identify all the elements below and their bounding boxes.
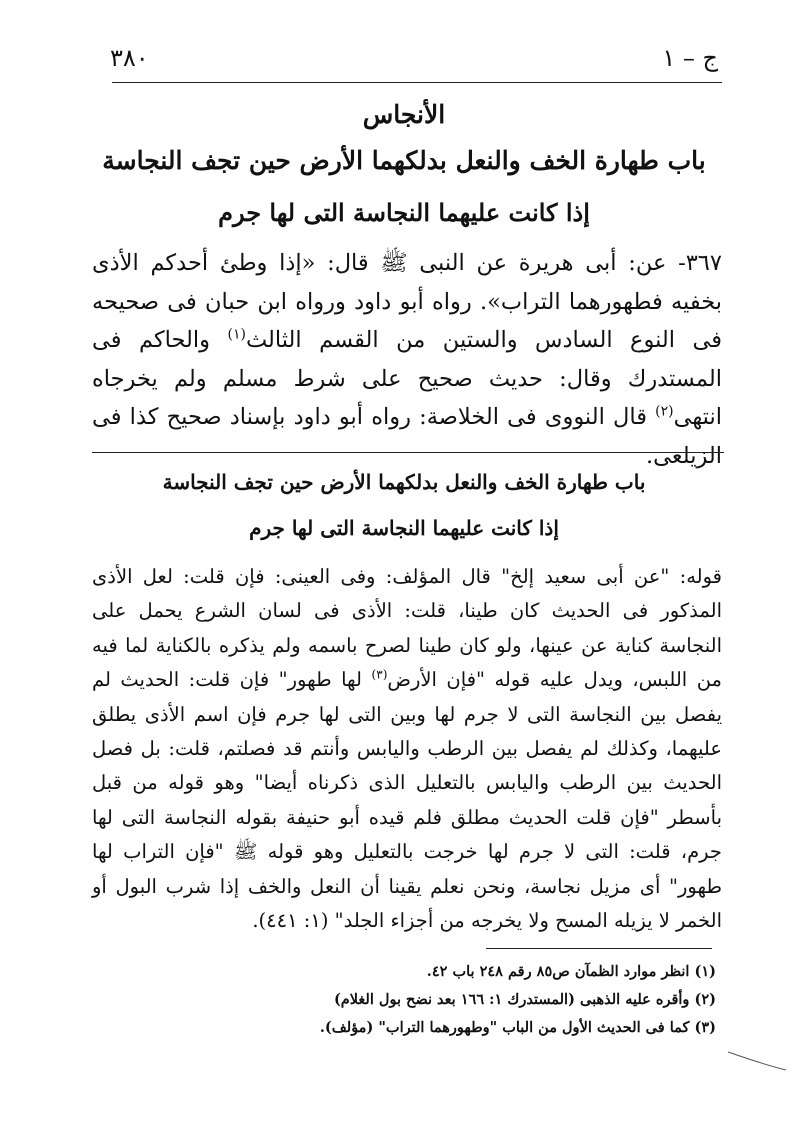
footnote-rule: [486, 948, 712, 949]
hadith-text-part1: عن: أبى هريرة عن النبى ﷺ قال: «إذا وطئ أحدكم الأذى بخفيه فطهورهما التراب». رواه أبو داود ورواه ابن حبان فى صحيحه فى النوع السادس والستين من القسم الثالث: [92, 250, 722, 353]
footnote-ref-1[interactable]: (١): [227, 326, 246, 343]
section-divider: [92, 452, 724, 453]
commentary-title-line1: باب طهارة الخف والنعل بدلكهما الأرض حين تجف النجاسة: [162, 470, 646, 494]
hadith-text-part3: قال النووى فى الخلاصة: رواه أبو داود بإسناد صحيح كذا فى الزيلعى.: [92, 404, 722, 469]
commentary-text-part2: لها طهور" فإن قلت: الحديث لم يفصل بين النجاسة التى لا جرم لها وبين التى لها جرم فإن اسم الأذى يطلق عليهما، وكذلك لم يفصل بين الرطب واليابس وأنتم قد فصلتم، قلت: بل فصل الحديث بين الرطب واليابس بالتعليل الذى ذكرناه أيضا" وهو قوله من قبل بأسطر "فإن قلت الحديث مطلق فلم قيده أبو حنيفة بقوله النجاسة التى لها جرم، قلت: التى لا جرم لها خرجت بالتعليل وهو قوله ﷺ "فإن التراب لها طهور" أى مزيل نجاسة، ونحن نعلم يقينا أن النعل والخف إذا شرب البول أو الخمر لا يزيله المسح ولا يخرجه من أجزاء الجلد" (١: ٤٤١).: [92, 668, 722, 933]
header-rule: [112, 82, 722, 83]
page-number: ٣٨٠: [110, 44, 149, 72]
hadith-text: [92, 244, 722, 475]
section-title: الأنجاس: [362, 100, 446, 129]
footnote-2: (٢) وأقره عليه الذهبى (المستدرك ١: ١٦٦ بعد نضح بول الغلام): [333, 991, 716, 1008]
chapter-title-line1: باب طهارة الخف والنعل بدلكهما الأرض حين تجف النجاسة: [102, 146, 706, 175]
commentary-text: [92, 560, 722, 938]
commentary-text-part1: قوله: "عن أبى سعيد إلخ" قال المؤلف: وفى العينى: فإن قلت: لعل الأذى المذكور فى الحديث كان طينا، قلت: الأذى فى لسان الشرع يحمل على النجاسة كناية عن عينها، ولو كان طينا لصرح باسمه ولم يذكره بالكناية لما فيه من اللبس، ويدل عليه قوله "فإن الأرض: [92, 565, 722, 692]
scan-mark: [728, 1050, 788, 1072]
hadith-number: ٣٦٧-: [666, 250, 722, 276]
footnote-3: (٣) كما فى الحديث الأول من الباب "وطهورهما التراب" (مؤلف).: [319, 1019, 716, 1036]
footnotes: [300, 958, 716, 1042]
chapter-title-line2: إذا كانت عليهما النجاسة التى لها جرم: [218, 198, 590, 227]
volume-label: ج – ١: [662, 44, 718, 72]
footnote-ref-2[interactable]: (٢): [655, 403, 674, 420]
commentary-title-line2: إذا كانت عليهما النجاسة التى لها جرم: [249, 516, 559, 540]
hadith-text-part2: والحاكم فى المستدرك وقال: حديث صحيح على شرط مسلم ولم يخرجاه انتهى: [92, 327, 722, 430]
running-head: [110, 38, 718, 78]
footnote-ref-3[interactable]: (٣): [371, 667, 388, 682]
footnote-1: (١) انظر موارد الظمآن ص٨٥ رقم ٢٤٨ باب ٤٢.: [426, 963, 716, 980]
